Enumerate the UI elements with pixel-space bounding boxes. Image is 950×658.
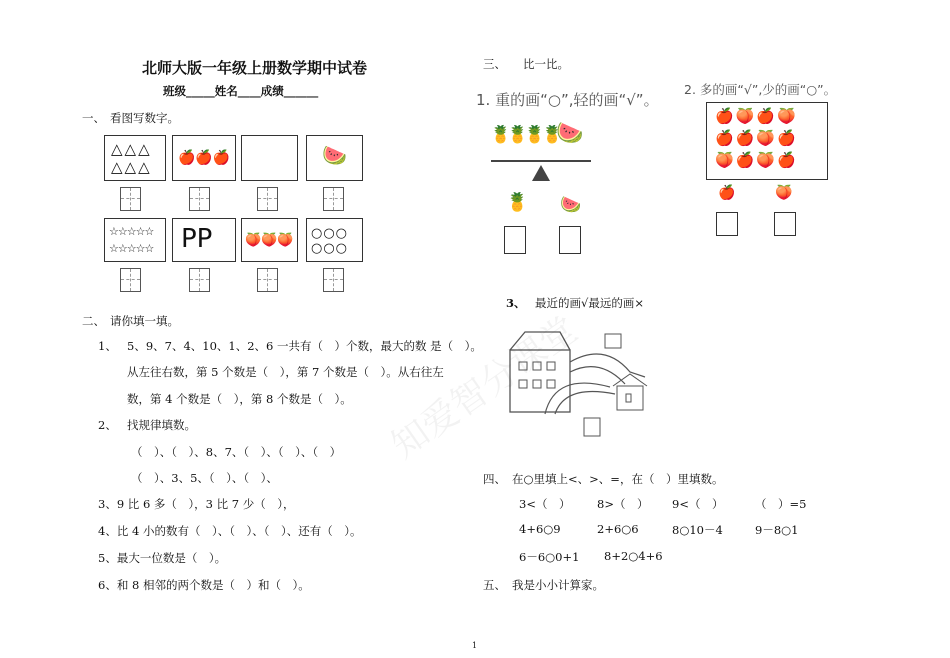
question-5: 5、最大一位数是（ ）。 [98, 551, 227, 565]
pineapple-icon: 🍍🍍🍍🍍 [490, 125, 559, 145]
distance-question-number: 3、 [506, 296, 526, 310]
pineapple-icon: 🍍 [506, 192, 529, 213]
watermark: 知爱智分课堂 [384, 309, 585, 467]
section-4-number: 四、 [483, 472, 506, 486]
section-4-label: 在○里填上<、>、=，在（ ）里填数。 [512, 472, 724, 486]
answer-box[interactable] [605, 334, 621, 348]
window [547, 380, 555, 388]
road [570, 354, 645, 377]
road [555, 392, 615, 415]
write-box[interactable] [323, 187, 344, 211]
question-1-line-3: 数，第 4 个数是（ ），第 8 个数是（ ）。 [127, 392, 352, 406]
empty-picture [241, 135, 298, 181]
page-number: 1 [472, 641, 478, 650]
question-1-line-1: 5、9、7、4、10、1、2、6 一共有（ ）个数，最大的数 是（ ）。 [127, 339, 482, 353]
scale-beam [491, 160, 591, 162]
apple-icon: 🍎 [718, 185, 736, 201]
pattern-line-1: （ ）、（ ）、8、7、（ ）、（ ）、（ ） [131, 445, 342, 459]
student-info-line: 班级_____姓名____成绩______ [163, 84, 319, 98]
distance-instruction: 最近的画√最远的画× [535, 296, 644, 310]
peaches-picture [241, 218, 298, 262]
watermelon-icon: 🍉 [556, 121, 584, 146]
apple-icon: 🍎🍎🍑🍎 [715, 129, 798, 147]
star-icon: ☆☆☆☆☆ [109, 242, 154, 255]
watermelon-picture [306, 135, 363, 181]
section-2-number: 二、 [82, 314, 105, 328]
small-house [617, 386, 643, 410]
section-3-number: 三、 [483, 57, 506, 71]
answer-box[interactable] [774, 212, 796, 236]
watermelon-icon: 🍉 [322, 143, 347, 167]
road [570, 367, 625, 384]
scale-fulcrum [532, 165, 550, 181]
ovals-picture [306, 218, 363, 262]
answer-box[interactable] [584, 418, 600, 436]
compare-weight-instruction: 1. 重的画“○”,轻的画“√”。 [476, 91, 659, 109]
write-box[interactable] [257, 187, 278, 211]
star-icon: ☆☆☆☆☆ [109, 225, 154, 238]
section-5-number: 五、 [483, 578, 506, 592]
triangle-icon: △△△ [111, 158, 152, 176]
compare-item: 3<（ ） [519, 497, 571, 511]
section-1-label: 看图写数字。 [110, 111, 179, 125]
apple-icon: 🍎🍎🍎 [178, 150, 231, 166]
stars-picture [104, 218, 166, 262]
compare-item: 9<（ ） [672, 497, 724, 511]
compare-item: 6－6○0+1 [519, 550, 580, 564]
flags-picture [172, 218, 236, 262]
compare-quantity-instruction: 2. 多的画“√”,少的画“○”。 [684, 82, 837, 97]
fruit-frame [706, 102, 828, 180]
answer-box[interactable] [559, 226, 581, 254]
peach-icon: 🍑🍎🍑🍎 [715, 151, 798, 169]
question-4: 4、比 4 小的数有（ ）、（ ）、（ ）、还有（ ）。 [98, 524, 362, 538]
write-box[interactable] [189, 268, 210, 292]
answer-box[interactable] [716, 212, 738, 236]
page-title: 北师大版一年级上册数学期中试卷 [142, 59, 368, 77]
question-3: 3、9 比 6 多（ ），3 比 7 少（ ）， [98, 497, 295, 511]
compare-item: （ ）=5 [755, 497, 807, 511]
question-2-label: 找规律填数。 [127, 418, 196, 432]
flag-icon: PP [181, 224, 213, 254]
answer-box[interactable] [504, 226, 526, 254]
apple-icon: 🍎🍑🍎🍑 [715, 107, 798, 125]
write-box[interactable] [257, 268, 278, 292]
triangle-icon: △△△ [111, 140, 152, 158]
pattern-line-2: （ ）、3、5、（ ）、（ ）、 [131, 471, 278, 485]
compare-item: 9－8○1 [755, 523, 799, 537]
compare-item: 8+2○4+6 [604, 549, 663, 563]
triangles-picture [104, 135, 166, 181]
section-3-label: 比一比。 [523, 57, 569, 71]
watermelon-icon: 🍉 [560, 195, 582, 215]
compare-item: 8>（ ） [597, 497, 649, 511]
section-1-number: 一、 [82, 111, 105, 125]
compare-item: 2+6○6 [597, 522, 639, 536]
peach-icon: 🍑 [775, 185, 793, 201]
oval-icon: ○○○ [311, 226, 349, 241]
write-box[interactable] [120, 268, 141, 292]
oval-icon: ○○○ [311, 241, 349, 256]
write-box[interactable] [323, 268, 344, 292]
section-2-label: 请你填一填。 [110, 314, 179, 328]
question-6: 6、和 8 相邻的两个数是（ ）和（ ）。 [98, 578, 310, 592]
window [533, 380, 541, 388]
write-box[interactable] [120, 187, 141, 211]
question-1-line-2: 从左往右数，第 5 个数是（ ），第 7 个数是（ ）。从右往左 [127, 365, 444, 379]
apples-picture [172, 135, 236, 181]
peach-icon: 🍑🍑🍑 [245, 233, 294, 248]
question-2-number: 2、 [98, 418, 117, 432]
compare-item: 8○10－4 [672, 523, 723, 537]
question-1-number: 1、 [98, 339, 117, 353]
window [626, 394, 631, 402]
write-box[interactable] [189, 187, 210, 211]
compare-item: 4+6○9 [519, 522, 561, 536]
section-5-label: 我是小小计算家。 [512, 578, 604, 592]
